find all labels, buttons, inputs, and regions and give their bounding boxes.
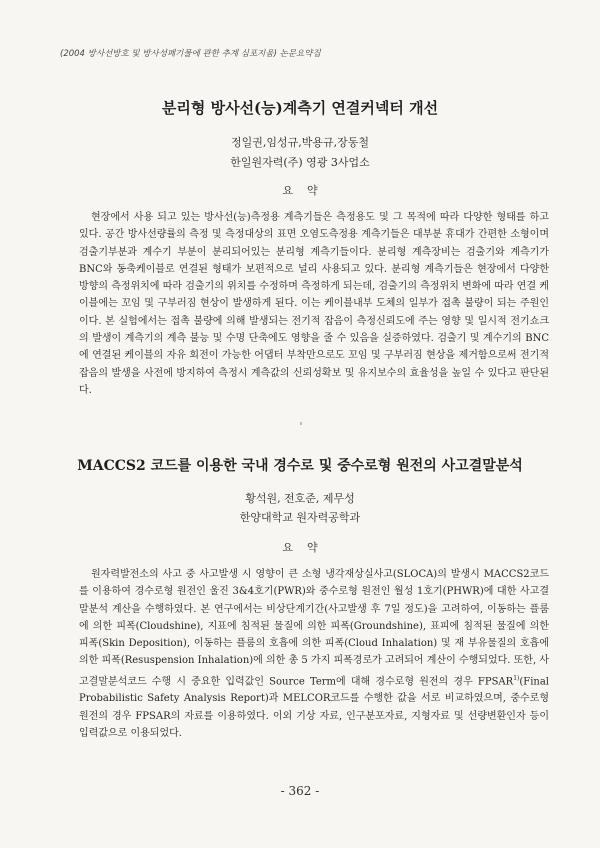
paper2-abstract-part1: 원자력발전소의 사고 중 사고발생 시 영향이 큰 소형 냉각재상실사고(SLOCA)의 발생시 MACCS2코드를 이용하여 경수로형 원전인 울진 3&4호기(PWR)와 중수로형 원전인 월성 1호기(PHWR)에 대한 사고결말분석 계산을 수행하였다. 본 연구에서는 비상단계기간(사고발생 후 7일 정도)을 고려하여, 이동하는 플룸에 의한 피폭(Cloudshine), 지표에 침적된 물질에 의한 피폭(Groundshine), 표피에 침적된 물질에 의한 피폭(Skin Deposition), 이동하는 플룸의 호흡에 의한 피폭(Cloud Inhalation) 및 재 부유물질의 호흡에 의한 피폭(Resuspension Inhalation)에 의한 총 5 가지 피폭경로가 고려되어 계산이 수행되었다. 또한, 사고결말분석코드 수행 시 중요한 입력값인 Source Term에 대해 경수로형 원전의 경우 FPSAR [79, 569, 549, 688]
page-number: - 362 - [280, 784, 320, 798]
paper1-authors: 정일권,임성규,박용규,장동철 [230, 136, 369, 149]
footnote-mark: 1) [513, 674, 520, 682]
paper1-title: 분리형 방사선(능)계측기 연결커넥터 개선 [161, 99, 439, 117]
paper1-abstract-text: 현장에서 사용 되고 있는 방사선(능)측정용 계측기들은 측정용도 및 그 목적에 따라 다양한 형태를 하고 있다. 공간 방사선량률의 측정 및 측정대상의 표면 오염도측정용 계측기들은 대부분 휴대가 간편한 소형이며 검출기부분과 계수기 부분이 분리되어있는 분리형 계측기들이다. 분리형 계측장비는 검출기와 계측기가 BNC와 동축케이블로 연결된 형태가 보편적으로 널리 사용되고 있다. 분리형 계측기들은 현장에서 다양한 방향의 측정위치에 따라 검출기의 위치를 수정하며 측정하게 되는데, 검출기의 측정위치 변화에 따라 연결 케이블에는 꼬임 및 구부러짐 현상이 발생하게 된다. 이는 케이블내부 도체의 일부가 접촉 불량이 되는 주원인이다. 본 실험에서는 접촉 불량에 의해 발생되는 전기적 잡음이 측정신뢰도에 주는 영향 및 일시적 전기쇼크의 발생이 계측기의 계측 불능 및 수명 단축에도 영향을 줄 수 있음을 실증하였다. 검출기 및 계수기의 BNC에 연결된 케이블의 자유 회전이 가능한 어댑터 부착만으로도 꼬임 및 구부러짐 현상을 제거함으로써 전기적 잡음의 발생을 사전에 방지하여 측정시 계측값의 신뢰성확보 및 유지보수의 효율성을 높일 수 있다고 판단된다. [79, 212, 549, 396]
paper2-authors: 황석원, 전호준, 제무성 [245, 492, 355, 505]
section-separator [300, 422, 302, 425]
paper2-abstract-text [79, 566, 549, 742]
paper2-title: MACCS2 코드를 이용한 국내 경수로 및 중수로형 원전의 사고결말분석 [77, 458, 523, 474]
paper2-affiliation: 한양대학교 원자력공학과 [239, 511, 361, 524]
paper1-affiliation: 한일원자력(주) 영광 3사업소 [230, 156, 370, 169]
paper2-abstract-heading: 요 약 [282, 541, 318, 554]
paper1-abstract-heading: 요 약 [282, 184, 318, 197]
paper2-abstract-part2: (Final Probabilistic Safety Analysis Report)과 MELCOR코드를 수행한 값을 서로 비교하였으며, 중수로형 원전의 경우 FPSAR의 자료를 이용하였다. 이외 기상 자료, 인구분포자료, 지형자료 및 선량변환인자 등이 입력값으로 이용되었다. [79, 676, 549, 739]
proceedings-header: (2004 방사선방호 및 방사성폐기물에 관한 추계 심포지움) 논문요약집 [60, 49, 321, 59]
